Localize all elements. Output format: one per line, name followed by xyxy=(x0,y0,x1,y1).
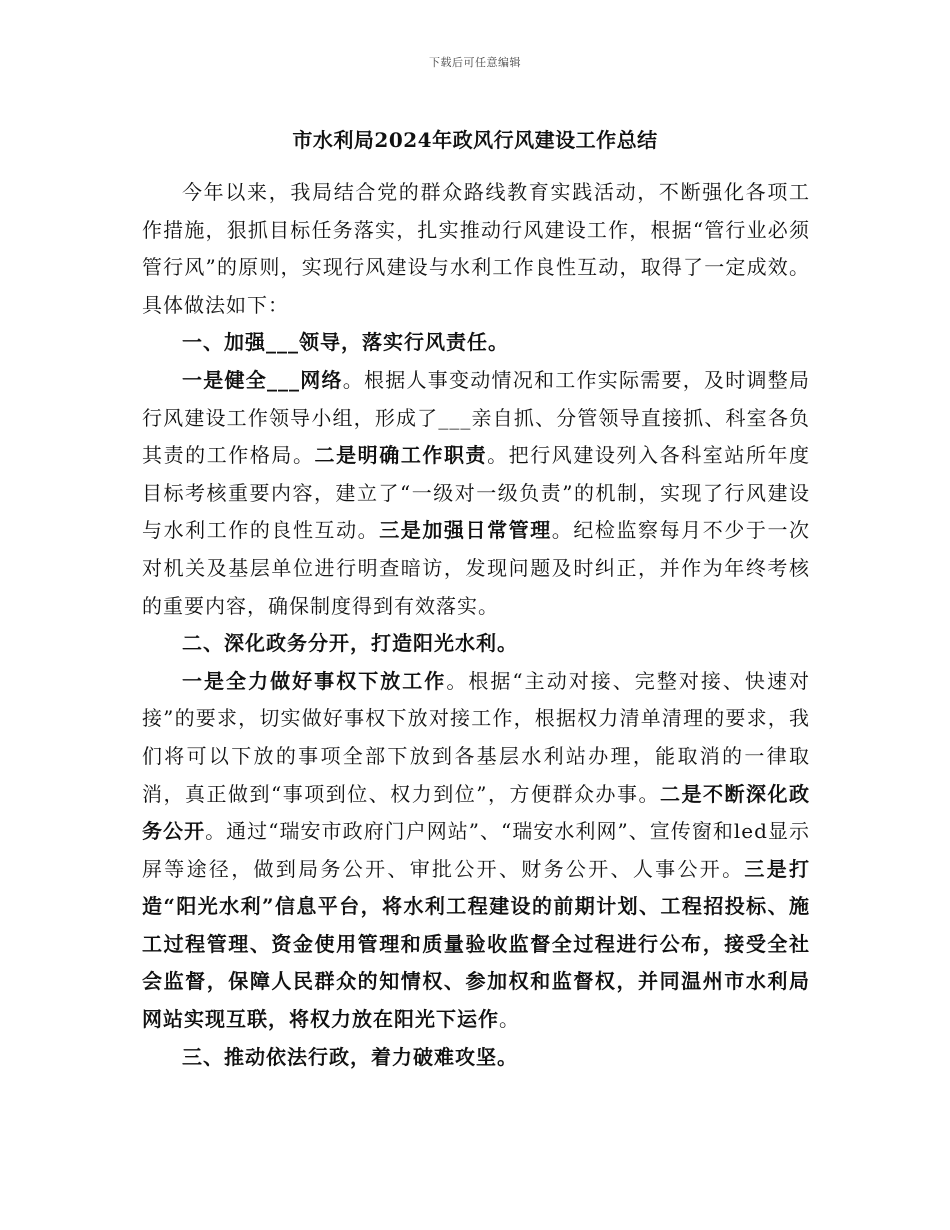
section-2-lead-3: 三是打造“阳光水利”信息平台，将水利工程建设的前期计划、工程招投标、施工过程管理、资金使用管理和质量验收监督全过程进行公布，接受全社会监督，保障人民群众的知情权、参加权和监督权，并同温州市水利局网站实现互联，将权力放在阳光下运作 xyxy=(142,856,811,1032)
section-2-text-3: 。 xyxy=(499,1007,520,1032)
section-1-lead-1: 一是健全___网络 xyxy=(182,367,343,392)
document-body xyxy=(142,174,810,1076)
page-header-note: 下载后可任意编辑 xyxy=(429,56,521,69)
section-heading-1: 一、加强___领导，落实行风责任。 xyxy=(182,330,509,355)
section-heading-2: 二、深化政务分开，打造阳光水利。 xyxy=(182,631,518,656)
section-1-text-3: 。纪检监察每月不少于一次对机关及基层单位进行明查暗访，发现问题及时纠正，并作为年终考核的重要内容，确保制度得到有效落实。 xyxy=(142,518,811,618)
section-1-paragraph xyxy=(142,362,810,625)
section-2-lead-1: 一是全力做好事权下放工作 xyxy=(182,668,447,693)
section-1-lead-2: 二是明确工作职责 xyxy=(314,443,488,468)
section-1-text-1: 。根据人事变动情况和工作实际需要，及时调整局行风建设工作领导小组，形成了___亲自抓、分管领导直接抓、科室各负其责的工作格局。 xyxy=(142,367,810,468)
section-2-text-1: 。根据“主动对接、完整对接、快速对接”的要求，切实做好事权下放对接工作，根据权力清单清理的要求，我们将可以下放的事项全部下放到各基层水利站办理，能取消的一律取消，真正做到“事项到位、权力到位”，方便群众办事。 xyxy=(142,668,810,806)
section-1-lead-3: 三是加强日常管理 xyxy=(379,518,552,543)
section-2-lead-2: 二是不断深化政务公开 xyxy=(142,781,811,844)
document-title: 市水利局2024年政风行风建设工作总结 xyxy=(292,128,658,152)
section-1-text-2: 。把行风建设列入各科室站所年度目标考核重要内容，建立了“一级对一级负责”的机制，实现了行风建设与水利工作的良性互动。 xyxy=(142,443,811,543)
intro-paragraph: 今年以来，我局结合党的群众路线教育实践活动，不断强化各项工作措施，狠抓目标任务落实，扎实推动行风建设工作，根据“管行业必须管行风”的原则，实现行风建设与水利工作良性互动，取得了一定成效。具体做法如下： xyxy=(142,180,810,317)
section-heading-3: 三、推动依法行政，着力破难攻坚。 xyxy=(182,1044,518,1069)
section-2-text-2: 。通过“瑞安市政府门户网站”、“瑞安水利网”、宣传窗和led显示屏等途径，做到局务公开、审批公开、财务公开、人事公开。 xyxy=(142,819,811,881)
section-2-paragraph xyxy=(142,663,810,1039)
